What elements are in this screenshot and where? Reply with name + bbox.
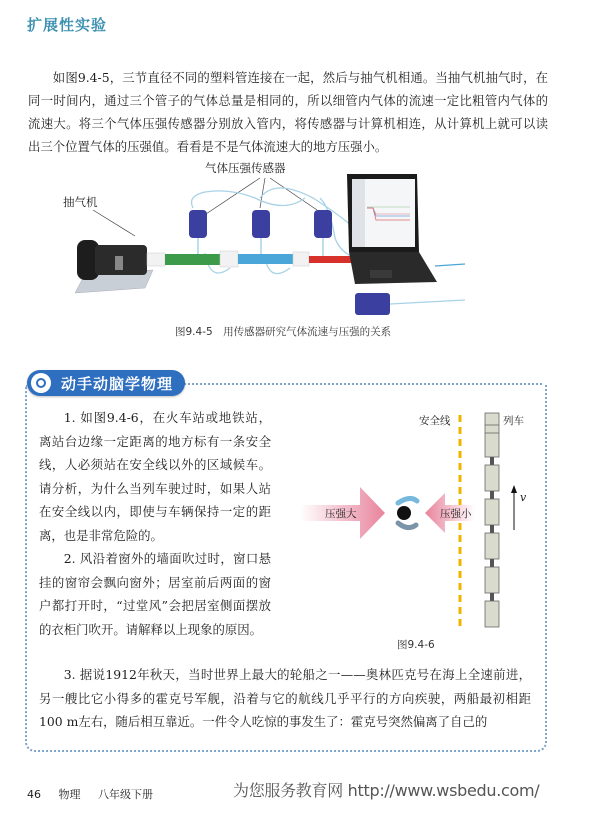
label-high-pressure: 压强大 bbox=[325, 508, 357, 520]
badge-circle-icon bbox=[31, 373, 51, 393]
label-pressure-sensors: 气体压强传感器 bbox=[205, 161, 286, 175]
question-3-text: 3. 据说1912年秋天，当时世界上最大的轮船之一——奥林匹克号在海上全速前进，另一艘比它小得多的霍克号军舰，沿着与它的航线几乎平行的方向疾驶，两船最初相距100 m左右，随后相互靠近。一件令人吃惊的事发生了：霍克号突然偏离了自己的 bbox=[39, 667, 531, 729]
grade: 八年级下册 bbox=[98, 788, 153, 801]
question-3 bbox=[39, 663, 531, 734]
subject: 物理 bbox=[58, 788, 81, 801]
label-velocity: v bbox=[520, 491, 527, 504]
watermark: 为您服务教育网 http://www.wsbedu.com/ bbox=[233, 781, 540, 800]
question-1 bbox=[39, 406, 271, 547]
figure-9-4-6 bbox=[300, 405, 540, 655]
page-number: 46 bbox=[27, 788, 41, 801]
activity-box-top-border bbox=[180, 383, 542, 385]
figure-9-4-6-caption: 图9.4-6 bbox=[397, 639, 435, 651]
activity-badge bbox=[27, 370, 185, 396]
apparatus-illustration bbox=[55, 158, 495, 318]
intro-text: 如图9.4-5，三节直径不同的塑料管连接在一起，然后与抽气机相通。当抽气机抽气时，在同一时间内，通过三个管子的气体总量是相同的，所以细管内气体的流速一定比粗管内气体的流速大。将三个气体压强传感器分别放入管内，将传感器与计算机相连，从计算机上就可以读出三个位置气体的压强值。看看是不是气体流速大的地方压强小。 bbox=[28, 70, 548, 154]
label-train: 列车 bbox=[503, 415, 524, 427]
safety-line-diagram bbox=[300, 405, 540, 655]
question-2 bbox=[39, 547, 271, 641]
label-air-pump: 抽气机 bbox=[63, 195, 98, 209]
figure-9-4-5-caption: 图9.4-5 用传感器研究气体流速与压强的关系 bbox=[175, 326, 392, 338]
question-1-text: 1. 如图9.4-6，在火车站或地铁站，离站台边缘一定距离的地方标有一条安全线，人必须站在安全线以外的区域候车。请分析，为什么当列车驶过时，如果人站在安全线以内，即使与车辆保持一定的距离，也是非常危险的。 bbox=[39, 410, 271, 543]
figure-9-4-5 bbox=[55, 158, 495, 318]
activity-badge-label: 动手动脑学物理 bbox=[61, 374, 174, 393]
intro-paragraph bbox=[28, 66, 548, 158]
page-footer bbox=[27, 786, 167, 802]
label-safety-line: 安全线 bbox=[419, 415, 451, 427]
question-2-text: 2. 风沿着窗外的墙面吹过时，窗口悬挂的窗帘会飘向窗外；居室前后两面的窗户都打开时，“过堂风”会把居室侧面摆放的衣柜门吹开。请解释以上现象的原因。 bbox=[39, 551, 271, 637]
section-title: 扩展性实验 bbox=[27, 16, 108, 34]
label-low-pressure: 压强小 bbox=[440, 508, 472, 520]
